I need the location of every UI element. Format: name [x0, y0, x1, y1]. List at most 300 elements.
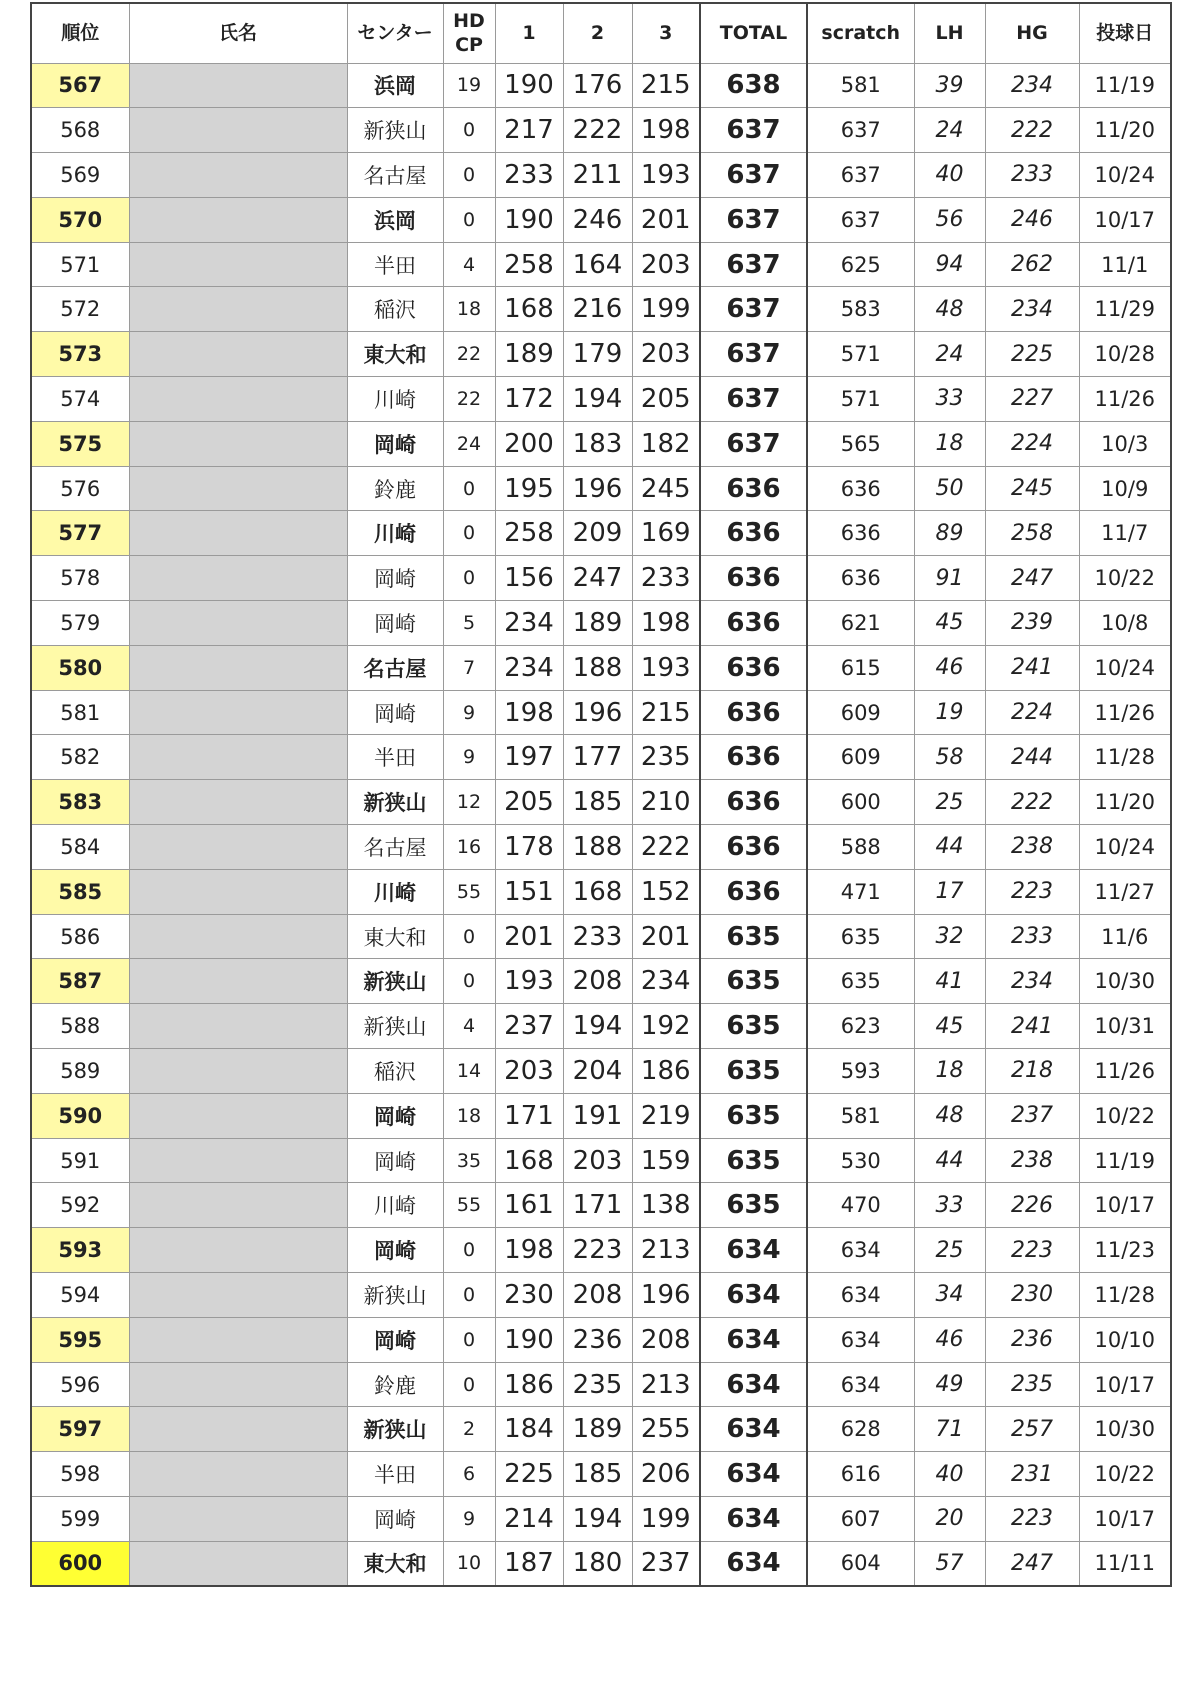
cell-lh: 48 — [914, 287, 985, 332]
cell-date: 10/31 — [1079, 1004, 1171, 1049]
cell-game-1: 225 — [495, 1452, 563, 1497]
cell-center: 稲沢 — [347, 1049, 443, 1094]
table-row — [31, 421, 1171, 466]
cell-date: 10/9 — [1079, 466, 1171, 511]
cell-lh: 89 — [914, 511, 985, 556]
cell-lh: 33 — [914, 377, 985, 422]
table-row — [31, 1452, 1171, 1497]
cell-lh: 45 — [914, 1004, 985, 1049]
header-center: センター — [347, 3, 443, 63]
cell-hg: 233 — [985, 914, 1079, 959]
cell-date: 10/10 — [1079, 1317, 1171, 1362]
cell-game-1: 234 — [495, 645, 563, 690]
cell-rank: 596 — [31, 1362, 129, 1407]
cell-game-1: 230 — [495, 1273, 563, 1318]
cell-lh: 49 — [914, 1362, 985, 1407]
cell-lh: 33 — [914, 1183, 985, 1228]
cell-game-2: 183 — [563, 421, 632, 466]
cell-name-redacted — [129, 1407, 347, 1452]
cell-center: 岡崎 — [347, 690, 443, 735]
table-row — [31, 287, 1171, 332]
cell-total: 637 — [700, 108, 807, 153]
cell-name-redacted — [129, 1273, 347, 1318]
cell-game-1: 190 — [495, 197, 563, 242]
cell-date: 10/17 — [1079, 1183, 1171, 1228]
cell-name-redacted — [129, 556, 347, 601]
cell-hg: 223 — [985, 1497, 1079, 1542]
cell-center: 岡崎 — [347, 556, 443, 601]
cell-total: 635 — [700, 959, 807, 1004]
cell-rank: 580 — [31, 645, 129, 690]
cell-hg: 244 — [985, 735, 1079, 780]
table-row — [31, 690, 1171, 735]
cell-game-3: 205 — [632, 377, 700, 422]
cell-game-2: 189 — [563, 1407, 632, 1452]
cell-date: 11/1 — [1079, 242, 1171, 287]
cell-game-1: 151 — [495, 869, 563, 914]
cell-rank: 597 — [31, 1407, 129, 1452]
cell-game-2: 247 — [563, 556, 632, 601]
cell-hdcp: 22 — [443, 377, 495, 422]
cell-game-3: 237 — [632, 1541, 700, 1586]
cell-date: 11/20 — [1079, 780, 1171, 825]
cell-name-redacted — [129, 735, 347, 780]
cell-rank: 575 — [31, 421, 129, 466]
cell-hg: 239 — [985, 601, 1079, 646]
cell-rank: 573 — [31, 332, 129, 377]
cell-name-redacted — [129, 1317, 347, 1362]
cell-center: 名古屋 — [347, 645, 443, 690]
cell-hg: 241 — [985, 645, 1079, 690]
cell-lh: 57 — [914, 1541, 985, 1586]
cell-game-2: 180 — [563, 1541, 632, 1586]
cell-name-redacted — [129, 1093, 347, 1138]
header-total: TOTAL — [700, 3, 807, 63]
cell-game-1: 258 — [495, 511, 563, 556]
header-hg: HG — [985, 3, 1079, 63]
cell-scratch: 609 — [807, 735, 914, 780]
cell-name-redacted — [129, 153, 347, 198]
cell-date: 11/28 — [1079, 1273, 1171, 1318]
cell-rank: 568 — [31, 108, 129, 153]
cell-game-2: 209 — [563, 511, 632, 556]
cell-name-redacted — [129, 780, 347, 825]
cell-date: 10/3 — [1079, 421, 1171, 466]
header-name: 氏名 — [129, 3, 347, 63]
cell-scratch: 634 — [807, 1228, 914, 1273]
cell-center: 半田 — [347, 735, 443, 780]
cell-scratch: 623 — [807, 1004, 914, 1049]
cell-hdcp: 10 — [443, 1541, 495, 1586]
cell-lh: 41 — [914, 959, 985, 1004]
cell-game-1: 195 — [495, 466, 563, 511]
cell-game-1: 168 — [495, 287, 563, 332]
cell-scratch: 581 — [807, 1093, 914, 1138]
cell-center: 鈴鹿 — [347, 466, 443, 511]
cell-hg: 223 — [985, 869, 1079, 914]
cell-game-3: 213 — [632, 1228, 700, 1273]
cell-game-3: 159 — [632, 1138, 700, 1183]
cell-rank: 592 — [31, 1183, 129, 1228]
cell-total: 637 — [700, 287, 807, 332]
cell-hg: 247 — [985, 1541, 1079, 1586]
cell-hg: 233 — [985, 153, 1079, 198]
cell-game-1: 233 — [495, 153, 563, 198]
cell-name-redacted — [129, 1541, 347, 1586]
cell-scratch: 615 — [807, 645, 914, 690]
cell-rank: 593 — [31, 1228, 129, 1273]
header-game-2: 2 — [563, 3, 632, 63]
cell-hdcp: 7 — [443, 645, 495, 690]
table-row — [31, 511, 1171, 556]
cell-hdcp: 4 — [443, 242, 495, 287]
cell-hg: 245 — [985, 466, 1079, 511]
cell-scratch: 636 — [807, 556, 914, 601]
cell-scratch: 616 — [807, 1452, 914, 1497]
cell-lh: 45 — [914, 601, 985, 646]
table-row — [31, 1093, 1171, 1138]
table-row — [31, 869, 1171, 914]
cell-game-2: 179 — [563, 332, 632, 377]
cell-rank: 586 — [31, 914, 129, 959]
cell-center: 浜岡 — [347, 63, 443, 108]
cell-scratch: 634 — [807, 1273, 914, 1318]
cell-center: 新狭山 — [347, 1004, 443, 1049]
cell-hg: 226 — [985, 1183, 1079, 1228]
cell-rank: 594 — [31, 1273, 129, 1318]
cell-game-2: 204 — [563, 1049, 632, 1094]
cell-hdcp: 18 — [443, 1093, 495, 1138]
cell-total: 636 — [700, 556, 807, 601]
cell-date: 11/27 — [1079, 869, 1171, 914]
table-row — [31, 197, 1171, 242]
cell-hdcp: 0 — [443, 197, 495, 242]
cell-lh: 20 — [914, 1497, 985, 1542]
cell-scratch: 635 — [807, 914, 914, 959]
cell-game-2: 208 — [563, 1273, 632, 1318]
cell-game-2: 176 — [563, 63, 632, 108]
cell-total: 637 — [700, 153, 807, 198]
table-row — [31, 914, 1171, 959]
cell-game-2: 188 — [563, 645, 632, 690]
cell-scratch: 600 — [807, 780, 914, 825]
cell-game-3: 152 — [632, 869, 700, 914]
cell-date: 11/6 — [1079, 914, 1171, 959]
cell-center: 岡崎 — [347, 1228, 443, 1273]
cell-date: 10/30 — [1079, 959, 1171, 1004]
cell-hdcp: 0 — [443, 1317, 495, 1362]
cell-scratch: 634 — [807, 1317, 914, 1362]
cell-lh: 24 — [914, 332, 985, 377]
cell-center: 鈴鹿 — [347, 1362, 443, 1407]
cell-hg: 258 — [985, 511, 1079, 556]
cell-game-1: 187 — [495, 1541, 563, 1586]
cell-rank: 588 — [31, 1004, 129, 1049]
cell-hg: 227 — [985, 377, 1079, 422]
cell-center: 岡崎 — [347, 1497, 443, 1542]
cell-game-1: 197 — [495, 735, 563, 780]
cell-game-2: 236 — [563, 1317, 632, 1362]
cell-total: 637 — [700, 332, 807, 377]
cell-scratch: 609 — [807, 690, 914, 735]
cell-game-2: 235 — [563, 1362, 632, 1407]
cell-name-redacted — [129, 466, 347, 511]
cell-center: 新狭山 — [347, 1273, 443, 1318]
cell-lh: 25 — [914, 1228, 985, 1273]
cell-rank: 590 — [31, 1093, 129, 1138]
cell-game-1: 193 — [495, 959, 563, 1004]
cell-total: 637 — [700, 421, 807, 466]
cell-scratch: 604 — [807, 1541, 914, 1586]
cell-scratch: 581 — [807, 63, 914, 108]
cell-hg: 241 — [985, 1004, 1079, 1049]
cell-game-1: 200 — [495, 421, 563, 466]
cell-game-1: 172 — [495, 377, 563, 422]
cell-name-redacted — [129, 421, 347, 466]
cell-lh: 94 — [914, 242, 985, 287]
cell-total: 635 — [700, 1093, 807, 1138]
cell-date: 10/22 — [1079, 1452, 1171, 1497]
cell-rank: 589 — [31, 1049, 129, 1094]
table-row — [31, 1541, 1171, 1586]
cell-name-redacted — [129, 869, 347, 914]
cell-date: 10/17 — [1079, 1362, 1171, 1407]
table-row — [31, 377, 1171, 422]
cell-name-redacted — [129, 1497, 347, 1542]
cell-hg: 231 — [985, 1452, 1079, 1497]
table-row — [31, 153, 1171, 198]
cell-game-3: 234 — [632, 959, 700, 1004]
cell-hdcp: 0 — [443, 1362, 495, 1407]
cell-center: 東大和 — [347, 914, 443, 959]
cell-total: 637 — [700, 197, 807, 242]
cell-center: 浜岡 — [347, 197, 443, 242]
cell-total: 634 — [700, 1273, 807, 1318]
cell-hg: 247 — [985, 556, 1079, 601]
cell-lh: 24 — [914, 108, 985, 153]
cell-game-1: 201 — [495, 914, 563, 959]
cell-game-3: 192 — [632, 1004, 700, 1049]
cell-hg: 238 — [985, 825, 1079, 870]
cell-game-2: 171 — [563, 1183, 632, 1228]
cell-game-3: 203 — [632, 332, 700, 377]
cell-name-redacted — [129, 197, 347, 242]
cell-lh: 18 — [914, 421, 985, 466]
cell-hg: 234 — [985, 959, 1079, 1004]
cell-hdcp: 5 — [443, 601, 495, 646]
cell-scratch: 583 — [807, 287, 914, 332]
cell-lh: 17 — [914, 869, 985, 914]
cell-game-3: 186 — [632, 1049, 700, 1094]
cell-name-redacted — [129, 690, 347, 735]
cell-center: 東大和 — [347, 332, 443, 377]
cell-scratch: 637 — [807, 153, 914, 198]
cell-game-3: 193 — [632, 645, 700, 690]
table-row — [31, 1362, 1171, 1407]
cell-name-redacted — [129, 287, 347, 332]
cell-game-2: 223 — [563, 1228, 632, 1273]
cell-center: 新狭山 — [347, 1407, 443, 1452]
cell-game-2: 216 — [563, 287, 632, 332]
cell-scratch: 621 — [807, 601, 914, 646]
cell-total: 634 — [700, 1362, 807, 1407]
cell-date: 11/23 — [1079, 1228, 1171, 1273]
cell-total: 637 — [700, 242, 807, 287]
cell-lh: 40 — [914, 1452, 985, 1497]
cell-name-redacted — [129, 108, 347, 153]
cell-game-2: 222 — [563, 108, 632, 153]
cell-hg: 257 — [985, 1407, 1079, 1452]
cell-hg: 230 — [985, 1273, 1079, 1318]
cell-name-redacted — [129, 645, 347, 690]
cell-hdcp: 14 — [443, 1049, 495, 1094]
cell-center: 名古屋 — [347, 825, 443, 870]
cell-center: 川崎 — [347, 511, 443, 556]
cell-center: 新狭山 — [347, 108, 443, 153]
cell-center: 半田 — [347, 242, 443, 287]
cell-total: 634 — [700, 1541, 807, 1586]
cell-game-2: 194 — [563, 1004, 632, 1049]
cell-name-redacted — [129, 601, 347, 646]
header-hdcp-line2: CP — [455, 34, 483, 57]
table-row — [31, 242, 1171, 287]
cell-total: 636 — [700, 780, 807, 825]
cell-total: 635 — [700, 1049, 807, 1094]
cell-scratch: 625 — [807, 242, 914, 287]
cell-game-3: 201 — [632, 914, 700, 959]
cell-rank: 587 — [31, 959, 129, 1004]
cell-scratch: 607 — [807, 1497, 914, 1542]
cell-date: 11/11 — [1079, 1541, 1171, 1586]
header-rank: 順位 — [31, 3, 129, 63]
cell-total: 634 — [700, 1317, 807, 1362]
cell-hdcp: 19 — [443, 63, 495, 108]
cell-game-1: 178 — [495, 825, 563, 870]
cell-hg: 225 — [985, 332, 1079, 377]
cell-game-2: 191 — [563, 1093, 632, 1138]
cell-game-3: 198 — [632, 601, 700, 646]
cell-total: 636 — [700, 735, 807, 780]
cell-game-3: 208 — [632, 1317, 700, 1362]
cell-date: 11/26 — [1079, 690, 1171, 735]
cell-game-3: 138 — [632, 1183, 700, 1228]
cell-game-2: 185 — [563, 1452, 632, 1497]
cell-game-1: 186 — [495, 1362, 563, 1407]
cell-date: 11/7 — [1079, 511, 1171, 556]
cell-name-redacted — [129, 959, 347, 1004]
cell-game-2: 196 — [563, 690, 632, 735]
cell-rank: 576 — [31, 466, 129, 511]
cell-date: 11/26 — [1079, 377, 1171, 422]
cell-hdcp: 55 — [443, 1183, 495, 1228]
cell-game-3: 222 — [632, 825, 700, 870]
cell-center: 新狭山 — [347, 780, 443, 825]
cell-name-redacted — [129, 914, 347, 959]
cell-date: 11/28 — [1079, 735, 1171, 780]
cell-hdcp: 24 — [443, 421, 495, 466]
cell-game-1: 184 — [495, 1407, 563, 1452]
cell-game-1: 198 — [495, 1228, 563, 1273]
cell-scratch: 636 — [807, 466, 914, 511]
cell-hdcp: 0 — [443, 466, 495, 511]
cell-scratch: 571 — [807, 332, 914, 377]
cell-lh: 46 — [914, 645, 985, 690]
table-row — [31, 780, 1171, 825]
cell-hdcp: 4 — [443, 1004, 495, 1049]
table-row — [31, 556, 1171, 601]
cell-hdcp: 18 — [443, 287, 495, 332]
cell-center: 岡崎 — [347, 1138, 443, 1183]
cell-game-1: 171 — [495, 1093, 563, 1138]
cell-scratch: 635 — [807, 959, 914, 1004]
cell-game-1: 203 — [495, 1049, 563, 1094]
table-row — [31, 332, 1171, 377]
cell-center: 岡崎 — [347, 1317, 443, 1362]
cell-total: 635 — [700, 914, 807, 959]
cell-game-1: 258 — [495, 242, 563, 287]
cell-total: 636 — [700, 511, 807, 556]
cell-game-2: 196 — [563, 466, 632, 511]
cell-hdcp: 35 — [443, 1138, 495, 1183]
cell-date: 10/17 — [1079, 197, 1171, 242]
cell-scratch: 530 — [807, 1138, 914, 1183]
cell-game-1: 161 — [495, 1183, 563, 1228]
cell-name-redacted — [129, 1049, 347, 1094]
cell-game-1: 234 — [495, 601, 563, 646]
ranking-table — [30, 2, 1172, 1587]
table-row — [31, 1049, 1171, 1094]
cell-game-3: 245 — [632, 466, 700, 511]
cell-game-3: 235 — [632, 735, 700, 780]
cell-date: 10/30 — [1079, 1407, 1171, 1452]
cell-lh: 19 — [914, 690, 985, 735]
cell-scratch: 571 — [807, 377, 914, 422]
cell-hdcp: 22 — [443, 332, 495, 377]
cell-scratch: 634 — [807, 1362, 914, 1407]
cell-lh: 46 — [914, 1317, 985, 1362]
cell-total: 634 — [700, 1407, 807, 1452]
cell-date: 11/20 — [1079, 108, 1171, 153]
cell-game-1: 190 — [495, 1317, 563, 1362]
cell-lh: 34 — [914, 1273, 985, 1318]
cell-center: 川崎 — [347, 1183, 443, 1228]
cell-date: 10/22 — [1079, 556, 1171, 601]
cell-rank: 591 — [31, 1138, 129, 1183]
cell-game-1: 198 — [495, 690, 563, 735]
cell-date: 10/24 — [1079, 645, 1171, 690]
cell-rank: 585 — [31, 869, 129, 914]
cell-game-3: 213 — [632, 1362, 700, 1407]
cell-name-redacted — [129, 1183, 347, 1228]
cell-lh: 58 — [914, 735, 985, 780]
cell-game-3: 201 — [632, 197, 700, 242]
cell-total: 634 — [700, 1228, 807, 1273]
cell-game-1: 168 — [495, 1138, 563, 1183]
cell-lh: 18 — [914, 1049, 985, 1094]
cell-game-2: 189 — [563, 601, 632, 646]
table-row — [31, 825, 1171, 870]
cell-lh: 39 — [914, 63, 985, 108]
cell-scratch: 637 — [807, 197, 914, 242]
cell-center: 稲沢 — [347, 287, 443, 332]
cell-total: 635 — [700, 1138, 807, 1183]
cell-scratch: 470 — [807, 1183, 914, 1228]
cell-hg: 224 — [985, 690, 1079, 735]
cell-hdcp: 9 — [443, 735, 495, 780]
cell-lh: 91 — [914, 556, 985, 601]
header-game-3: 3 — [632, 3, 700, 63]
cell-hg: 237 — [985, 1093, 1079, 1138]
